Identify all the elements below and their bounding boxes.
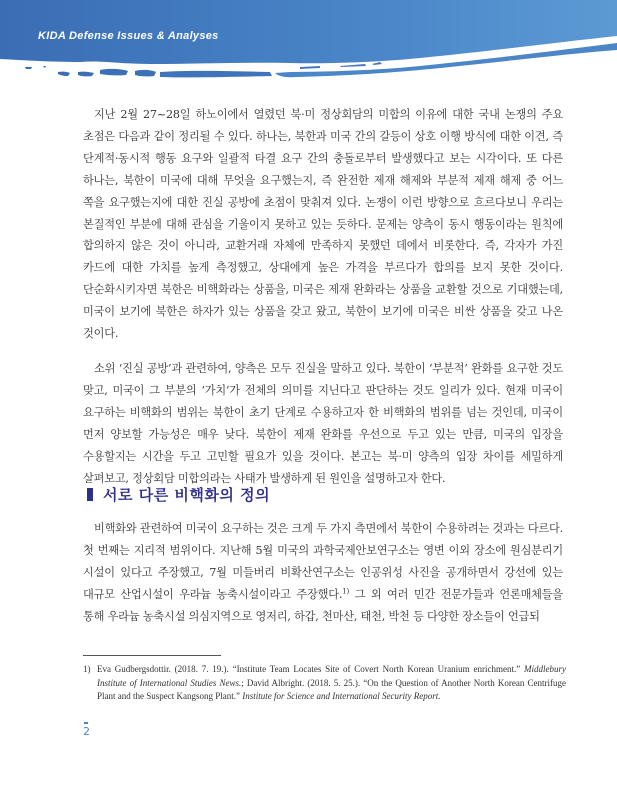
section-paragraph-1 [83, 518, 563, 628]
series-title: KIDA Defense Issues & Analyses [38, 30, 219, 42]
intro-section [83, 104, 563, 489]
intro-paragraph-1: 지난 2월 27~28일 하노이에서 열렸던 북·미 정상회담의 미합의 이유에 대한 국내 논쟁의 주요 초점은 다음과 같이 정리될 수 있다. 하나는, 북한과 미국 간의 갈등이 상호 이행 방식에 대한 이견, 즉 단계적·동시적 행동 요구와 일괄적 타결 요구 간의 충돌로부터 발생했다고 보는 시각이다. 또 다른 하나는, 북한이 미국에 대해 무엇을 요구했는지, 즉 완전한 제재 해제와 부분적 제재 해제 중 어느 쪽을 요구했는지에 대한 진실 공방에 초점이 맞춰져 있다. 논쟁이 이런 방향으로 흐르다보니 우리는 본질적인 부분에 대해 관심을 기울이지 못하고 있는 듯하다. 문제는 양측이 동시 행동이라는 원칙에 합의하지 않은 것이 아니라, 교환거래 자체에 만족하지 못했던 데에서 비롯한다. 즉, 각자가 가진 카드에 대한 가치를 높게 측정했고, 상대에게 높은 가격을 부르다가 합의를 보지 못한 것이다. 단순화시키자면 북한은 비핵화라는 상품을, 미국은 제재 완화라는 상품을 교환할 것으로 기대했는데, 미국이 보기에 북한은 하자가 있는 상품을 갖고 왔고, 북한이 보기에 미국은 비싼 상품을 갖고 나온 것이다. [83, 108, 563, 341]
brush-stroke-banner-graphic [0, 0, 617, 90]
footnote-source-2: Institute for Science and International Security Report. [242, 691, 441, 701]
intro-paragraph-2: 소위 ‘진실 공방’과 관련하여, 양측은 모두 진실을 말하고 있다. 북한이 ‘부분적’ 완화를 요구한 것도 맞고, 미국이 그 부분의 ‘가치’가 전체의 의미를 지닌다고 판단하는 것도 일리가 있다. 현재 미국이 요구하는 비핵화의 범위는 북한이 초기 단계로 수용하고자 한 비핵화의 범위를 넘는 것인데, 미국이 먼저 양보할 가능성은 매우 낮다. 북한이 제재 완화를 우선으로 두고 있는 만큼, 미국의 입장을 수용할지는 시간을 두고 고민할 필요가 있을 것이다. 본고는 북·미 양측의 입장 차이를 세밀하게 살펴보고, 정상회담 미합의라는 사태가 발생하게 된 원인을 설명하고자 한다. [83, 361, 563, 485]
section-paragraph-text-2: 그 외 여러 민간 전문가들과 언론매체들을 통해 우라늄 농축시설 의심지역으로 영저리, 하갑, 천마산, 태천, 박천 등 다양한 장소들이 언급되 [83, 587, 563, 623]
footnote-divider [83, 655, 221, 656]
footnote-text-part-1: Eva Gudbergsdottir. (2018. 7. 19.). “Institute Team Locates Site of Covert North Korean Uranium enrichment.” [97, 664, 524, 674]
footnote-text-part-2: ; David Albright. (2018. 5. 25.). “On the Question of Another North Korean Centrifuge Plant and the Suspect Kangsong Plant.” [97, 677, 566, 701]
header-banner [0, 0, 617, 90]
heading-bar-icon [87, 488, 93, 501]
section-heading [87, 484, 270, 505]
section-paragraph-text-1: 비핵화와 관련하여 미국이 요구하는 것은 크게 두 가지 측면에서 북한이 수용하려는 것과는 다르다. 첫 번째는 지리적 범위이다. 지난해 5월 미국의 과학국제안보연구소는 영변 이외 장소에 원심분리기 시설이 있다고 주장했고, 7월 미들버리 비확산연구소는 인공위성 사진을 공개하면서 강선에 있는 대규모 산업시설이 우라늄 농축시설이라고 주장했다. [83, 522, 563, 601]
section-heading-text: 서로 다른 비핵화의 정의 [103, 486, 271, 504]
footnote-text [97, 663, 566, 704]
footnote-reference[interactable]: 1) [342, 586, 349, 595]
page-number: 2 [83, 725, 90, 738]
section-body [83, 518, 563, 628]
footnote-number: 1) [83, 664, 91, 674]
footnotes [83, 663, 566, 704]
page-number-dash [84, 722, 88, 724]
footnote-item [83, 663, 566, 704]
footnote-source-1: Middlebury Institute of International Studies News. [97, 664, 566, 688]
